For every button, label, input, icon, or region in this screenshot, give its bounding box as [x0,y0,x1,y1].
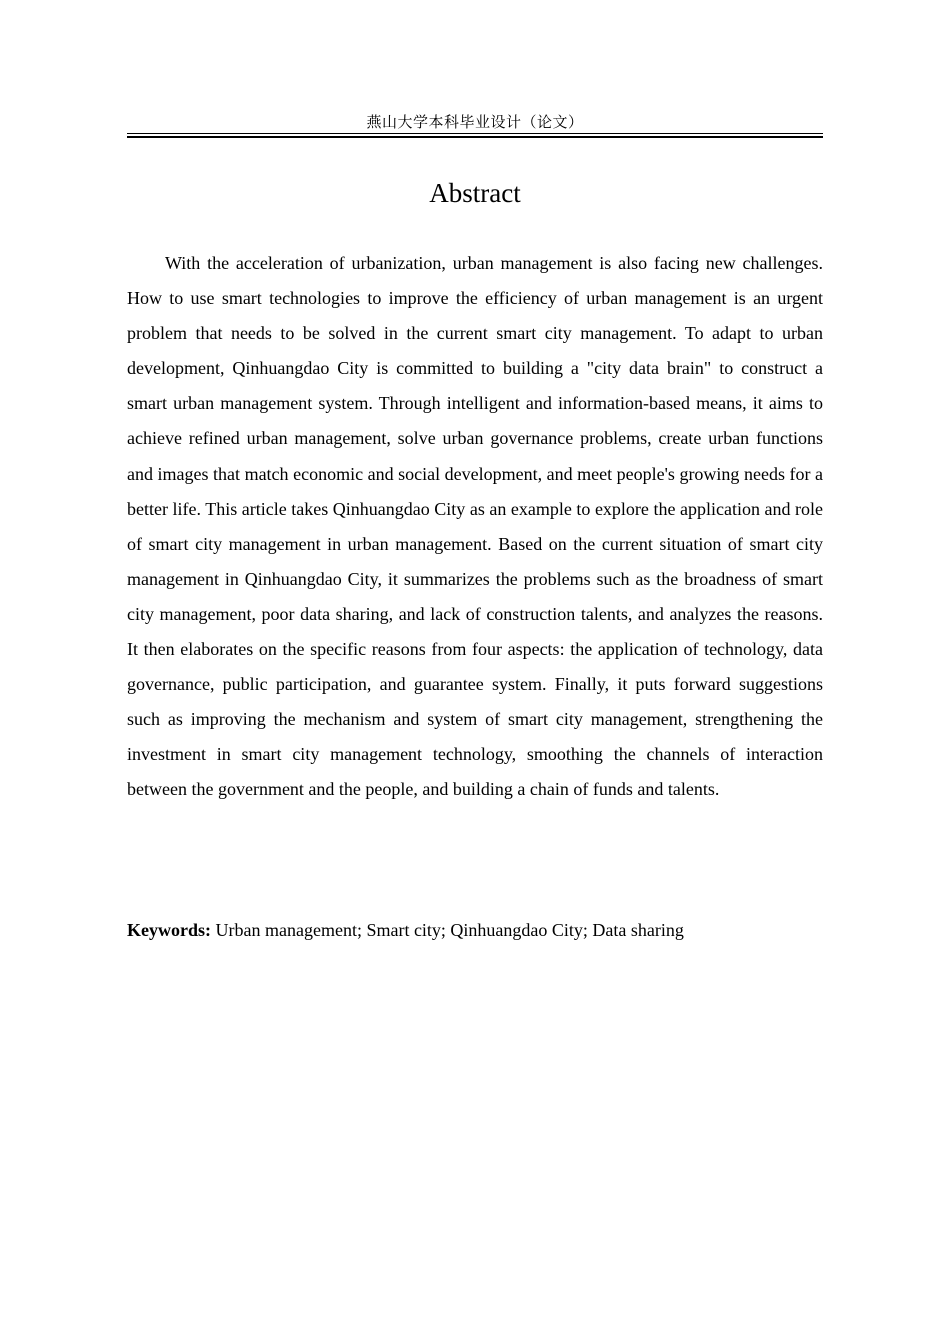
header-rule-thin [127,133,823,134]
header-rule-thick [127,136,823,138]
keywords-label: Keywords: [127,920,211,940]
keywords-text: Urban management; Smart city; Qinhuangdao City; Data sharing [215,920,684,940]
abstract-title: Abstract [429,178,521,208]
keywords-line [127,913,823,948]
abstract-body: With the acceleration of urbanization, urban management is also facing new challenges. How to use smart technologies to improve the efficiency of urban management is an urgent problem that needs to be solved in the current smart city management. To adapt to urban development, Qinhuangdao City is committed to building a "city data brain" to construct a smart urban management system. Through intelligent and information-based means, it aims to achieve refined urban management, solve urban governance problems, create urban functions and images that match economic and social development, and meet people's growing needs for a better life. This article takes Qinhuangdao City as an example to explore the application and role of smart city management in urban management. Based on the current situation of smart city management in Qinhuangdao City, it summarizes the problems such as the broadness of smart city management, poor data sharing, and lack of construction talents, and analyzes the reasons. It then elaborates on the specific reasons from four aspects: the application of technology, data governance, public participation, and guarantee system. Finally, it puts forward suggestions such as improving the mechanism and system of smart city management, strengthening the investment in smart city management technology, smoothing the channels of interaction between the government and the people, and building a chain of funds and talents. [127,253,823,800]
page-header: 燕山大学本科毕业设计（论文） [366,113,584,131]
